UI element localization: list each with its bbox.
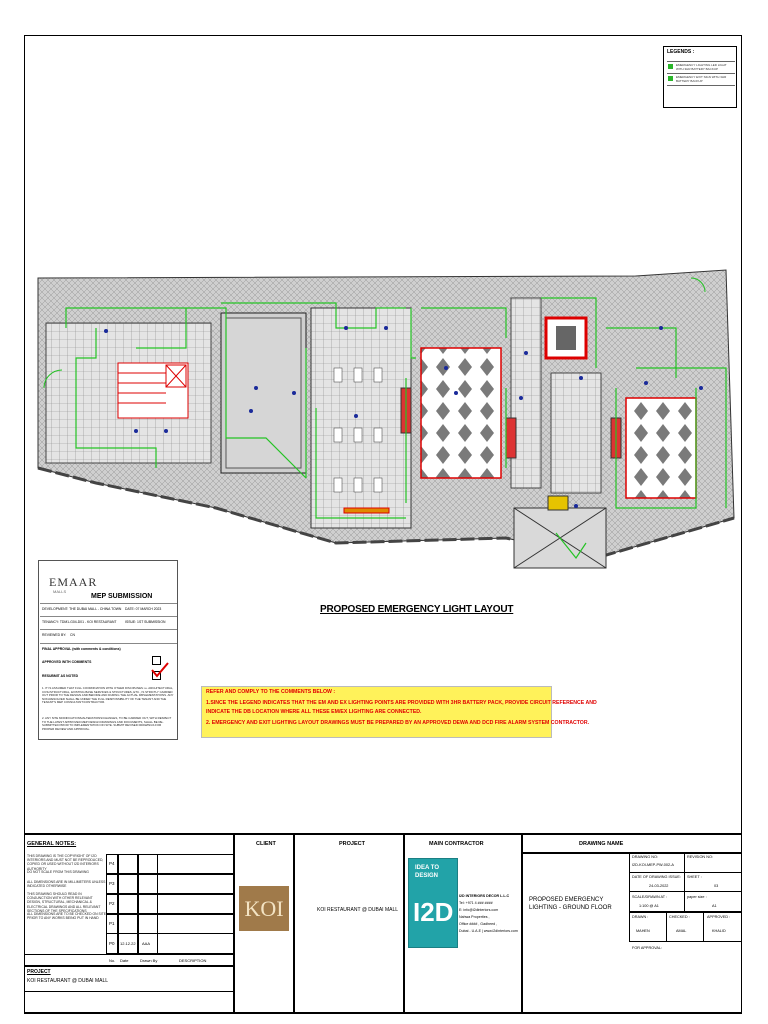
legend-title: LEGENDS :: [667, 49, 695, 55]
legend-item: EMERGENCY EXIT SIGN WITH 3HR BATTERY BACKUP: [667, 73, 735, 84]
drawing-scale: 1:100 @ A1: [639, 904, 659, 908]
title-block: GENERAL NOTES: THIS DRAWING IS THE COPYRIGHT OF I2D INTERIORS AND MUST NOT BE REPRODUCED, COPIED OR USED WITHOUT I2D INTERIORS AUTHORITY DO NOT SCALE FROM THIS DRAWING ALL DIMENSIONS ARE IN MILLIMETERS UNLESS INDICATED OTHERWISE THIS DRAWING SHOULD READ IN CONJUNCTION WITH OTHER RELEVANT DESIGN, STRUCTURAL, MECHANICAL & ELECTRICAL DRAWINGS AND ALL RELEVANT SECTIONS OF THE SPECIFICATIONS ALL DIMENSIONS ARE TO BE CHECKED ON SITE PRIOR TO ANY WORKS BEING PUT IN HAND P4 P3 P2 P1 P0 12.12.22 AAA No. Date Drawn By DESCRIPTION PROJECT KOI RESTAURANT @ DUBAI MALL CLIENT KOI PROJECT KOI RESTAURANT @ DUBAI MALL MAIN CONTRACTOR IDEA TO DESIGN I2D I2D INTERIORS DECOR L.L.C Tel: +971 4 ### #### E: info@i2dinteriors.com Nahwa Properties , Office #### , Gadheed , Dubai - U.A.E | www.i2dinteriors.com DRAWING NAME PROPOSED EMERGENCY LIGHTING - GROUND FLOOR DRAWING NO: I2D-KOI-MEP-PW-002-A REVISION NO: DATE OF DRAWING ISSUE: 24-03-2022 SHEET : 03 SCALE/DRAWN AT : 1:100 @ A1 paper size : A1 DRAWN : MAHEN CHECKED : AMAL APPROVED : KHALID FOR APPROVAL:: [24, 833, 742, 1014]
emaar-logo-sub: MALLS: [53, 589, 67, 594]
legend-item: EMERGENCY LIGHTING LED LIGHT WITH 3HR BATTERY BACKUP: [667, 61, 735, 72]
plan-title: PROPOSED EMERGENCY LIGHT LAYOUT: [320, 604, 514, 615]
drawing-number: I2D-KOI-MEP-PW-002-A: [632, 863, 674, 867]
general-notes-title: GENERAL NOTES:: [27, 841, 77, 847]
stamp-row-tenancy: TENANCY: TDM1-G04-D01 - KOI RESTAURANT ISSUE: 1ST SUBMISSION: [40, 616, 177, 629]
rev-row-label: P2: [109, 901, 115, 906]
legend-swatch: [668, 76, 673, 81]
rev-by: AAA: [142, 941, 151, 946]
project-name: KOI RESTAURANT @ DUBAI MALL: [317, 907, 399, 913]
drawn-by: MAHEN: [636, 929, 650, 933]
rev-row-label: P4: [109, 861, 115, 866]
drawing-date: 24-03-2022: [649, 884, 669, 888]
red-checkmark-icon: [150, 662, 170, 678]
rev-row-label: P3: [109, 881, 115, 886]
project-column: [294, 834, 404, 1014]
checked-by: AMAL: [676, 929, 687, 933]
stamp-row-reviewer: REVIEWED BY: CN: [40, 629, 177, 642]
i2d-logo: IDEA TO DESIGN I2D: [408, 858, 458, 948]
client-logo: KOI: [239, 886, 289, 931]
emaar-review-stamp: [38, 560, 178, 740]
drawing-name: PROPOSED EMERGENCY LIGHTING - GROUND FLOOR: [529, 897, 612, 911]
sheet-number: 03: [714, 884, 719, 888]
approval-status: FOR APPROVAL:: [632, 946, 663, 950]
paper-size: A1: [712, 904, 717, 908]
project-name-left: KOI RESTAURANT @ DUBAI MALL: [27, 978, 109, 984]
review-comments-box: REFER AND COMPLY TO THE COMMENTS BELOW : 1.SINCE THE LEGEND INDICATES THAT THE EM AND EX LIGHTING POINTS ARE PROVIDED WITH 3HR BATTERY PACK, PROVIDE CIRCUIT REFERENCE AND INDICATE THE DB LOCATION WHERE ALL THESE EM/EX LIGHTING ARE CONNECTED. 2. EMERGENCY AND EXIT LIGHTING LAYOUT DRAWINGS MUST BE PREPARED BY AN APPROVED DEWA AND DCD FIRE ALARM SYSTEM CONTRACTOR.: [201, 686, 552, 738]
stamp-note-1: 1. IT IS ASSUMED THAT FULL COORDINATION WITH OTHER DISCIPLINES i.e. ARCHITECTURAL, CIVIL/STRUCTURAL, EXISTING BASE SERVICES & STRUCTURES, ETC., IS STRICTLY CARRIED OUT PRIOR TO THE DESIGN AND BEFORE AND DURING THE ACTUAL IMPLEMENTATIONS. ANY NON-RESOLVED SHALL BE UNDER THE FULL RESPONSIBILITY OF THE TENANT AND THE TENANT'S MEP CONSULTANT/CONTRACTOR.: [42, 686, 174, 705]
floor-plan-drawing: [36, 268, 736, 573]
stamp-note-2: 2. ANY SITE MODIFICATIONS/ALTERATIONS/CHANGES, TO BE CARRIED OUT, WITH RESPECT TO THE LATEST APPROVED MEP DESIGN DRAWINGS AND DOCUMENTS, SHALL BE RE-SUBMITTED PRIOR TO IMPLEMENTATION ON SITE. SUBMIT REVISED DRAWINGS FOR PROPER REVIEW AND APPROVAL.: [42, 716, 172, 731]
legend-empty-row: [667, 85, 735, 96]
rev-row-label: P1: [109, 921, 115, 926]
stamp-approval-block: FINAL APPROVAL (with comments & conditions) APPROVED WITH COMMENTS RESUBMIT AS NOTED: [40, 643, 177, 684]
legend-swatch: [668, 64, 673, 69]
rev-row-label: P0: [109, 941, 115, 946]
emaar-logo: EMAAR: [49, 575, 98, 589]
approved-by: KHALID: [712, 929, 726, 933]
stamp-row-development: DEVELOPMENT: THE DUBAI MALL - CHINA TOWN DATE: 07 MARCH 2023: [40, 603, 177, 616]
rev-date: 12.12.22: [120, 941, 136, 946]
stamp-heading: MEP SUBMISSION: [91, 593, 153, 600]
legend-box: [663, 46, 737, 108]
